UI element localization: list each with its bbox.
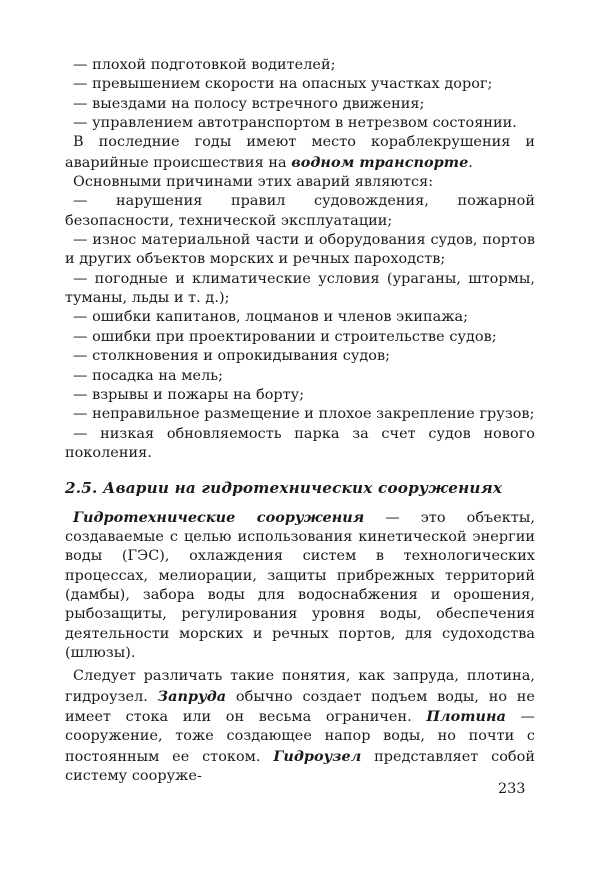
water-cause-item: — нарушения правил судовождения, пожарной безопасности, технической эксплуатации;	[65, 193, 535, 229]
water-cause-item: — посадка на мель;	[73, 367, 224, 384]
cause-item: — плохой подготовкой водителей;	[73, 57, 336, 73]
term-plotina: Плотина	[426, 708, 506, 725]
concepts-text-a: Следует различать такие понятия, как запруда, плотина, гидроузел.	[65, 668, 535, 705]
concepts-text-b: обычно создает подъем воды, но не имеет стока или он весьма ограничен.	[65, 688, 536, 725]
definition-text: — это объекты, создаваемые с целью использования кинетической энергии воды (ГЭС), охлаждения систем в технологических процессах, мелиорации, защиты прибрежных территорий (дамбы), забора воды для водоснабжения и орошения, рыбозащиты, регулирования уровня воды, обеспечения деятельности морских и речных портов, для судоходства (шлюзы).	[65, 509, 535, 661]
section-heading: 2.5. Аварии на гидротехнических сооружениях	[65, 479, 503, 498]
water-cause-item: — износ материальной части и оборудования судов, портов и других объектов морских и речных пароходств;	[65, 232, 535, 268]
intro-end: .	[468, 154, 473, 171]
water-cause-item: — ошибки при проектировании и строительстве судов;	[73, 328, 497, 345]
water-cause-item: — столкновения и опрокидывания судов;	[73, 348, 391, 365]
term-zapruda: Запруда	[157, 687, 227, 705]
concepts-paragraph	[65, 667, 535, 786]
cause-item: — управлением автотранспортом в нетрезвом состоянии.	[73, 115, 517, 132]
term-water-transport: водном транспорте	[291, 153, 469, 171]
intro-text: В последние годы имеют место кораблекрушения и аварийные происшествия на	[65, 134, 535, 171]
concepts-text-d: представляет собой систему сооруже-	[65, 748, 535, 785]
water-cause-item: — неправильное размещение и плохое закрепление грузов;	[73, 406, 535, 423]
water-cause-item: — низкая обновляемость парка за счет судов нового поколения.	[65, 425, 535, 461]
water-cause-item: — ошибки капитанов, лоцманов и членов экипажа;	[73, 309, 469, 326]
hydro-definition-paragraph	[65, 508, 535, 664]
causes-lead: Основными причинами этих аварий являются:	[73, 174, 434, 191]
concepts-text-c: — сооружение, тоже создающее напор воды, но почти с постоянным ее стоком.	[65, 709, 535, 765]
water-transport-intro	[65, 133, 535, 173]
term-hydro-structures: Гидротехнические сооружения	[73, 508, 365, 526]
page-body	[65, 56, 535, 786]
water-cause-item: — погодные и климатические условия (ураганы, штормы, туманы, льды и т. д.);	[65, 270, 535, 307]
cause-item: — выездами на полосу встречного движения;	[73, 95, 425, 112]
water-cause-item: — взрывы и пожары на борту;	[73, 386, 305, 403]
term-gidrouzel: Гидроузел	[273, 747, 362, 765]
page-number: 233	[498, 781, 526, 797]
cause-item: — превышением скорости на опасных участках дорог;	[73, 76, 493, 93]
